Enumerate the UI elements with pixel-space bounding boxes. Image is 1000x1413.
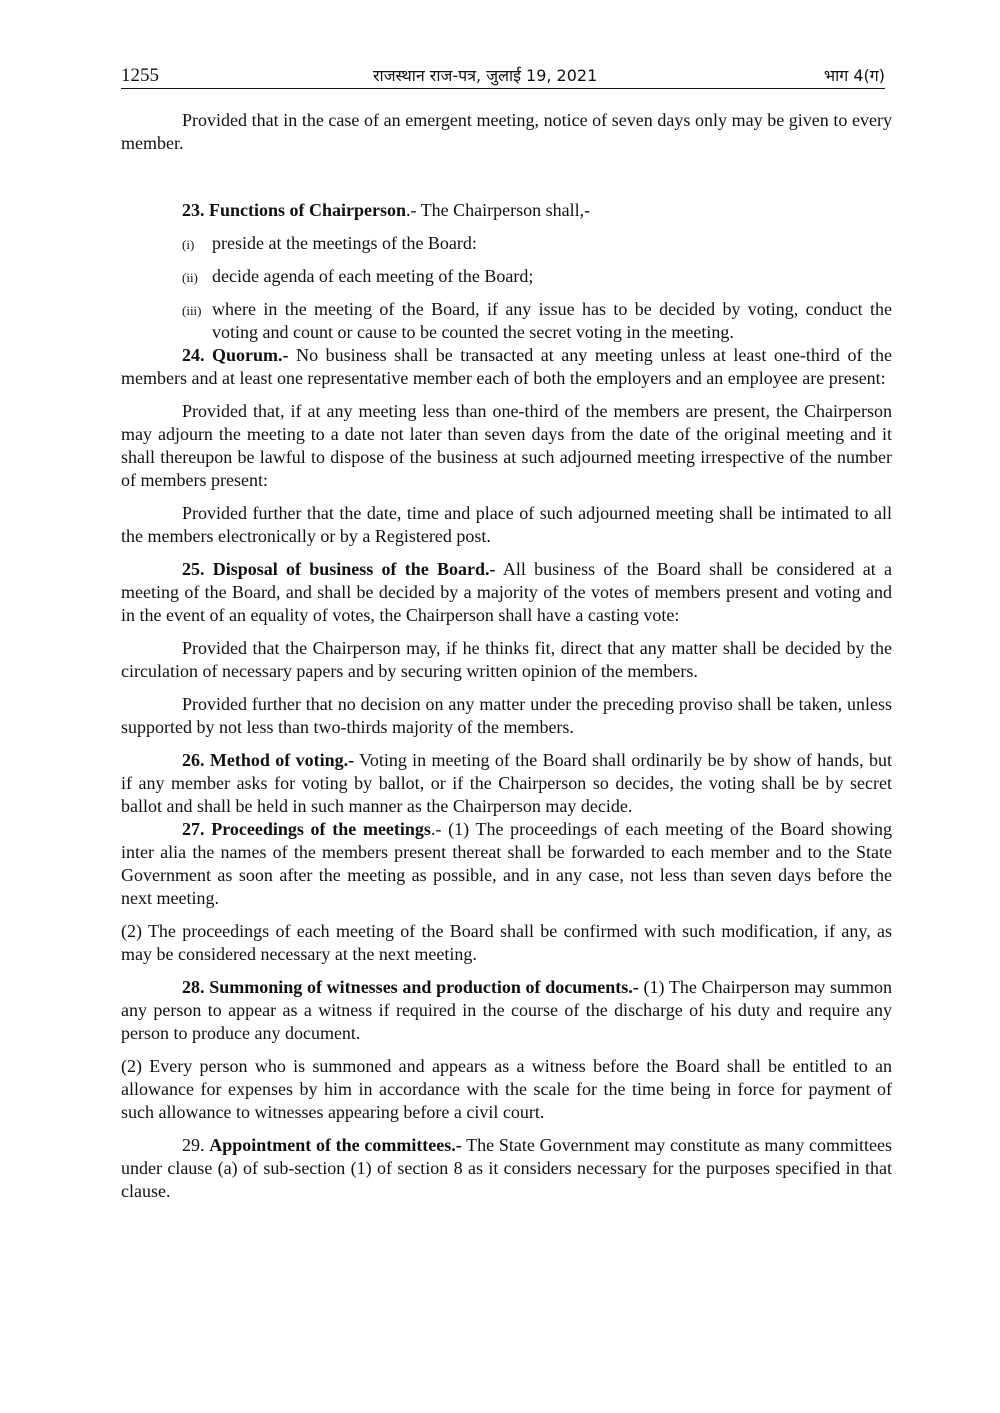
section-27-subsection-2: (2) The proceedings of each meeting of the Board shall be confirmed with such modification, if any, as may be considered necessary at the next meeting. [121,921,892,964]
clause-number: (iii) [182,303,202,318]
section-24-proviso-2: Provided further that the date, time and place of such adjourned meeting shall be intimated to all the members electronically or by a Registered post. [121,503,892,546]
section-28-subsection-2: (2) Every person who is summoned and appears as a witness before the Board shall be entitled to an allowance for expenses by him in accordance with the scale for the time being in force for payment of such allowance to witnesses appearing before a civil court. [121,1056,892,1122]
section-29-text: The State Government may constitute as many committees under clause (a) of sub-section (1) of section 8 as it considers necessary for the purposes specified in that clause. [121,1135,893,1201]
section-27 [121,818,892,910]
section-28-text: (1) The Chairperson may summon any person to appear as a witness if required in the course of the discharge of his duty and require any person to produce any document. [121,977,893,1043]
section-25-text: All business of the Board shall be considered at a meeting of the Board, and shall be decided by a majority of the votes of members present and voting and in the event of an equality of votes, the Chairperson shall have a casting vote: [121,559,893,625]
page-number: 1255 [121,65,159,86]
section-26-text: Voting in meeting of the Board shall ordinarily be by show of hands, but if any member asks for voting by ballot, or if the Chairperson so decides, the voting shall be by secret ballot and shall be held in such manner as the Chairperson may decide. [121,750,892,816]
document-body [121,109,892,1213]
clause-23-i: (i) preside at the meetings of the Board: [121,232,892,255]
clause-number: (ii) [182,270,198,285]
clause-number: (i) [182,237,195,252]
section-28-heading: 28. Summoning of witnesses and production of documents.- [182,977,639,997]
clause-23-ii: (ii) decide agenda of each meeting of the Board; [121,265,892,288]
section-23-text: .- The Chairperson shall,- [406,200,591,220]
gazette-part: भाग 4(ग) [823,66,885,85]
section-27-text: .- (1) The proceedings of each meeting of the Board showing inter alia the names of the members present thereat shall be forwarded to each member and to the State Government as soon after the meeting as possible, and in any case, not less than seven days before the next meeting. [121,819,892,908]
section-25 [121,558,892,627]
section-23-heading: 23. Functions of Chairperson [182,200,407,220]
section-25-proviso-2: Provided further that no decision on any matter under the preceding proviso shall be taken, unless supported by not less than two-thirds majority of the members. [121,694,892,737]
section-23 [121,199,892,222]
section-24-proviso-1: Provided that, if at any meeting less than one-third of the members are present, the Chairperson may adjourn the meeting to a date not later than seven days from the date of the original meeting and it shall thereupon be lawful to dispose of the business at such adjourned meeting irrespective of the number of members present: [121,401,892,490]
section-26-heading: 26. Method of voting.- [182,750,355,770]
section-25-heading: 25. Disposal of business of the Board.- [182,559,496,579]
section-29 [121,1134,892,1203]
gazette-title: राजस्थान राज-पत्र, जुलाई 19, 2021 [373,66,598,85]
section-26 [121,749,892,818]
section-27-heading: 27. Proceedings of the meetings [182,819,431,839]
section-24 [121,344,892,390]
section-24-heading: 24. Quorum.- [182,345,289,365]
section-29-number: 29. [182,1135,210,1155]
section-28 [121,976,892,1045]
clause-23-iii: (iii) where in the meeting of the Board, if any issue has to be decided by voting, conduct the voting and count or cause to be counted the secret voting in the meeting. [182,299,892,342]
page-header [121,64,885,89]
section-24-text: No business shall be transacted at any meeting unless at least one-third of the members and at least one representative member each of both the employers and an employee are present: [121,345,892,388]
section-25-proviso-1: Provided that the Chairperson may, if he thinks fit, direct that any matter shall be decided by the circulation of necessary papers and by securing written opinion of the members. [121,638,892,681]
section-29-heading: Appointment of the committees.- [209,1135,462,1155]
proviso-emergent-meeting: Provided that in the case of an emergent meeting, notice of seven days only may be given to every member. [121,110,892,153]
